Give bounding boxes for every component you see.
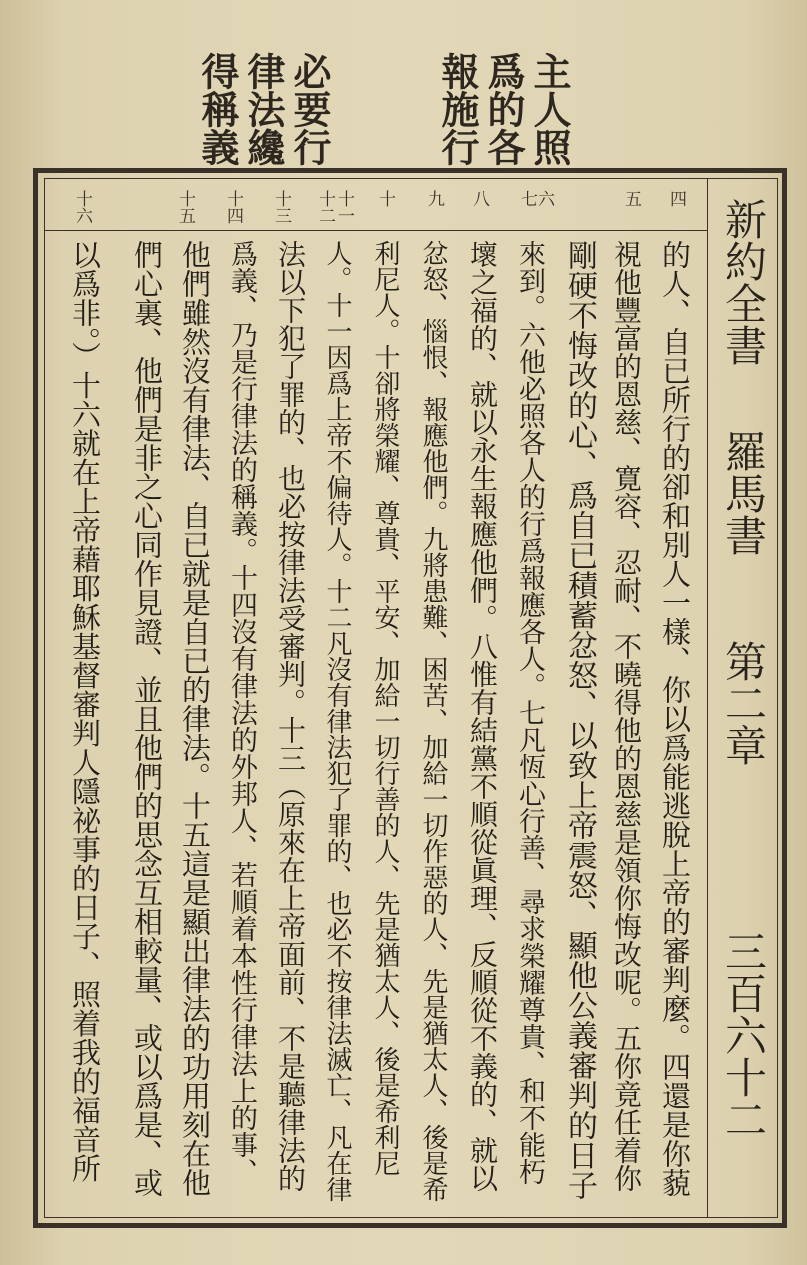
verse-number: 五 (621, 190, 641, 207)
text-column: 的人、自已所行的卻和別人一樣、你以爲能逃脫上帝的審判麼。四還是你藐 (658, 240, 692, 1197)
text-column: 以爲非。）十六就在上帝藉耶穌基督審判人隱祕事的日子、照着我的福音所 (68, 240, 102, 1183)
verse-number: 十一 (334, 190, 354, 224)
verse-number: 十六 (72, 190, 92, 224)
headnote-column: 必要行 (287, 52, 332, 166)
text-column: 他們雖然沒有律法、自已就是自已的律法。十五這是顯出律法的功用刻在他 (178, 240, 212, 1197)
verse-number: 十四 (223, 190, 243, 224)
verse-number: 十三 (271, 190, 291, 224)
verse-number: 六 (534, 190, 554, 207)
text-column: 人。十一因爲上帝不偏待人。十二凡沒有律法犯了罪的、也必不按律法滅亡、凡在律 (322, 240, 352, 1202)
book-name: 羅馬書 (719, 430, 768, 556)
headnote-column: 律法纔 (241, 52, 286, 166)
text-column: 視他豐富的恩慈、寛容、忍耐、不曉得他的恩慈是領你悔改呢。五你竟任着你 (610, 240, 643, 1192)
verse-number: 四 (666, 190, 686, 207)
text-column: 們心裏、他們是非之心同作見證、並且他們的思念互相較量、或以爲是、或 (130, 240, 164, 1197)
page-number: 三百六十二 (719, 930, 768, 1140)
text-column: 法以下犯了罪的、也必按律法受審判。十三（原來在上帝面前、不是聽律法的 (274, 240, 307, 1192)
headnote-column: 爲的各 (481, 52, 526, 166)
verse-number: 十二 (315, 190, 335, 224)
book-title: 新約全書 (719, 198, 768, 366)
verse-number: 九 (424, 190, 444, 207)
verse-number: 七 (517, 190, 537, 207)
verse-number: 十五 (175, 190, 195, 224)
verse-number: 八 (469, 190, 489, 207)
margin-divider (707, 178, 708, 1218)
chapter-label: 第二章 (719, 640, 768, 766)
text-column: 剛硬不悔改的心、爲自已積蓄忿怒、以致上帝震怒、顯他公義審判的日子 (562, 240, 597, 1200)
text-column: 壞之福的、就以永生報應他們。八惟有結黨不順從眞理、反順從不義的、就以 (466, 240, 499, 1192)
headnote-column: 得稱義 (195, 52, 240, 166)
text-column: 利尼人。十卻將榮耀、尊貴、平安、加給一切行善的人、先是猶太人、後是希利尼 (370, 240, 400, 1176)
headnote-column: 報施行 (435, 52, 480, 166)
text-column: 忿怒、惱恨、報應他們。九將患難、困苦、加給一切作惡的人、先是猶太人、後是希 (418, 240, 448, 1202)
verse-number-divider (44, 230, 708, 231)
text-column: 爲義、乃是行律法的稱義。十四沒有律法的外邦人、若順着本性行律法上的事、 (226, 240, 257, 1185)
text-column: 來到。六他必照各人的行爲報應各人。七凡恆心行善、尋求榮耀尊貴、和不能朽 (514, 240, 545, 1185)
headnote-column: 主人照 (527, 52, 572, 166)
verse-number: 十 (375, 190, 395, 207)
